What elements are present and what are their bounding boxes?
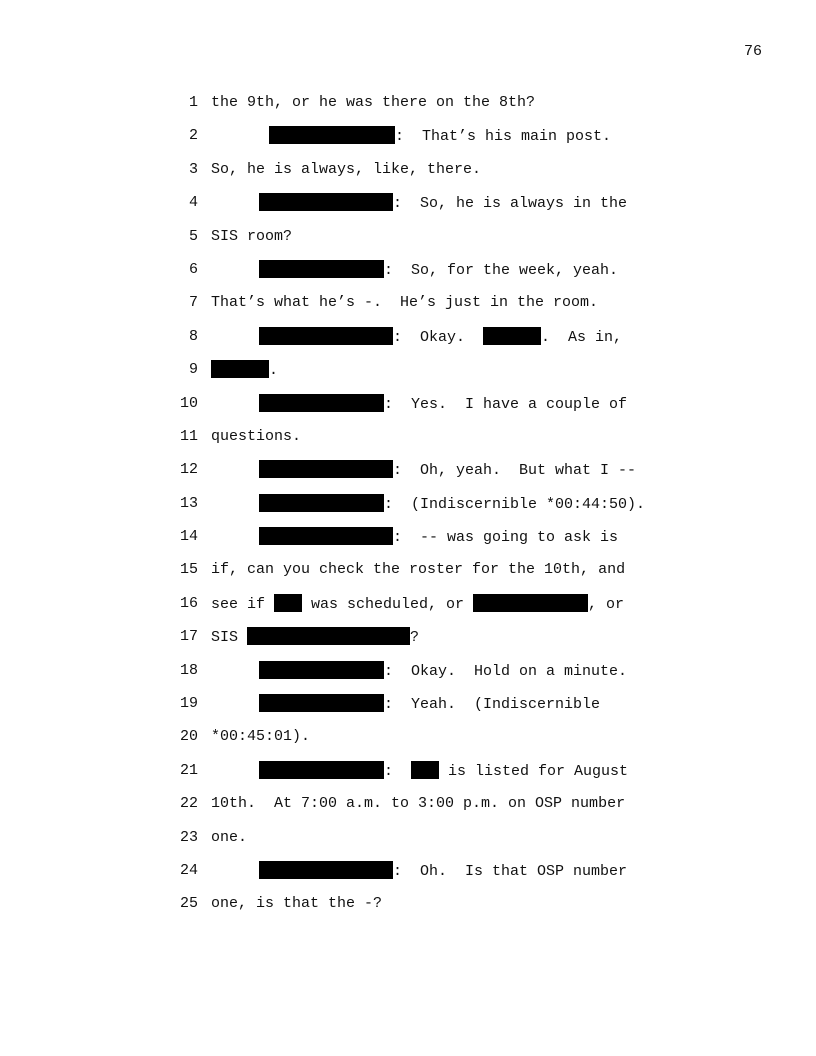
line-number: 4 — [188, 194, 198, 212]
line-number: 13 — [179, 494, 198, 512]
transcript-line — [0, 260, 816, 293]
line-number: 5 — [188, 227, 198, 245]
redacted-speaker-name — [259, 694, 384, 712]
line-number: 24 — [179, 861, 198, 879]
transcript-body — [0, 93, 816, 928]
transcript-line — [0, 327, 816, 360]
speech-text: : Yes. I have a couple of — [384, 395, 628, 413]
transcript-line — [0, 560, 816, 593]
speech-text: : Yeah. (Indiscernible — [384, 696, 601, 714]
line-number: 9 — [188, 361, 198, 379]
speech-text: : Okay. Hold on a minute. — [384, 662, 628, 680]
transcript-line — [0, 293, 816, 326]
transcript-line — [0, 894, 816, 927]
line-text — [211, 694, 600, 715]
line-text — [211, 327, 622, 348]
line-text: if, can you check the roster for the 10th, and — [211, 561, 626, 579]
redacted-text — [483, 327, 541, 345]
line-number: 25 — [179, 895, 198, 913]
transcript-line — [0, 861, 816, 894]
page-number: 76 — [743, 43, 762, 60]
transcript-line — [0, 460, 816, 493]
line-text — [211, 861, 627, 882]
transcript-line — [0, 661, 816, 694]
redacted-speaker-name — [259, 661, 384, 679]
speech-text: : Oh, yeah. But what I -- — [393, 462, 637, 480]
speech-text: , or — [588, 595, 625, 613]
line-text — [211, 627, 419, 648]
line-number: 8 — [188, 327, 198, 345]
redacted-speaker-name — [259, 327, 393, 345]
line-number: 1 — [188, 94, 198, 111]
line-number: 18 — [179, 661, 198, 679]
transcript-line — [0, 360, 816, 393]
line-text — [211, 260, 618, 281]
redacted-speaker-name — [259, 494, 384, 512]
line-text: one, is that the -? — [211, 895, 383, 913]
redacted-text — [473, 594, 588, 612]
transcript-line — [0, 93, 816, 126]
line-number: 12 — [179, 461, 198, 479]
transcript-line — [0, 394, 816, 427]
speech-text: : So, he is always in the — [393, 195, 628, 213]
line-number: 19 — [179, 695, 198, 713]
transcript-line — [0, 227, 816, 260]
line-text — [211, 761, 628, 782]
redacted-speaker-name — [259, 394, 384, 412]
speech-text: : Oh. Is that OSP number — [393, 862, 628, 880]
line-text — [211, 193, 627, 214]
speech-text: see if — [211, 595, 275, 613]
line-text — [211, 594, 624, 615]
redacted-text — [211, 360, 269, 378]
speech-text: is listed for August — [439, 762, 629, 780]
redacted-speaker-name — [259, 527, 393, 545]
redacted-speaker-name — [269, 126, 395, 144]
transcript-line — [0, 193, 816, 226]
speech-text: was scheduled, or — [302, 595, 474, 613]
speech-text: SIS — [211, 629, 248, 647]
line-text — [211, 126, 611, 147]
redacted-speaker-name — [259, 761, 384, 779]
transcript-line — [0, 627, 816, 660]
line-text — [211, 360, 278, 381]
redacted-speaker-name — [259, 460, 393, 478]
speech-text: . As in, — [541, 328, 623, 346]
transcript-line — [0, 594, 816, 627]
line-number: 3 — [188, 160, 198, 178]
speech-text: : -- was going to ask is — [393, 529, 619, 547]
transcript-line — [0, 761, 816, 794]
line-text — [211, 494, 645, 515]
line-number: 14 — [179, 528, 198, 546]
line-number: 20 — [179, 728, 198, 746]
speech-text: : That’s his main post. — [395, 128, 612, 146]
speech-text: . — [269, 362, 279, 380]
line-text: So, he is always, like, there. — [211, 160, 482, 178]
line-text: one. — [211, 828, 248, 846]
transcript-line — [0, 126, 816, 159]
transcript-line — [0, 727, 816, 760]
redacted-speaker-name — [259, 260, 384, 278]
line-number: 16 — [179, 594, 198, 612]
redacted-speaker-name — [259, 861, 393, 879]
line-text: the 9th, or he was there on the 8th? — [211, 94, 536, 111]
line-number: 15 — [179, 561, 198, 579]
line-number: 10 — [179, 394, 198, 412]
line-text: 10th. At 7:00 a.m. to 3:00 p.m. on OSP number — [211, 795, 626, 813]
speech-text: : So, for the week, yeah. — [384, 261, 619, 279]
redacted-text — [274, 594, 302, 612]
transcript-line — [0, 160, 816, 193]
speech-text: : Okay. — [393, 328, 484, 346]
line-text: SIS room? — [211, 227, 293, 245]
line-number: 6 — [188, 260, 198, 278]
transcript-line — [0, 694, 816, 727]
line-number: 7 — [188, 294, 198, 312]
line-number: 21 — [179, 761, 198, 779]
transcript-line — [0, 828, 816, 861]
transcript-line — [0, 427, 816, 460]
speech-text: : — [384, 762, 412, 780]
redacted-text — [247, 627, 410, 645]
line-text — [211, 460, 636, 481]
line-text — [211, 527, 618, 548]
transcript-line — [0, 794, 816, 827]
line-number: 22 — [179, 795, 198, 813]
line-text: questions. — [211, 427, 302, 445]
line-text — [211, 394, 627, 415]
redacted-speaker-name — [259, 193, 393, 211]
transcript-line — [0, 527, 816, 560]
line-text: That’s what he’s -. He’s just in the room. — [211, 294, 599, 312]
transcript-line — [0, 494, 816, 527]
speech-text: : (Indiscernible *00:44:50). — [384, 495, 646, 513]
line-number: 17 — [179, 628, 198, 646]
speech-text: ? — [410, 629, 420, 647]
line-text: *00:45:01). — [211, 728, 311, 746]
redacted-text — [411, 761, 439, 779]
line-number: 23 — [179, 828, 198, 846]
line-number: 2 — [188, 127, 198, 145]
line-text — [211, 661, 627, 682]
line-number: 11 — [179, 427, 198, 445]
